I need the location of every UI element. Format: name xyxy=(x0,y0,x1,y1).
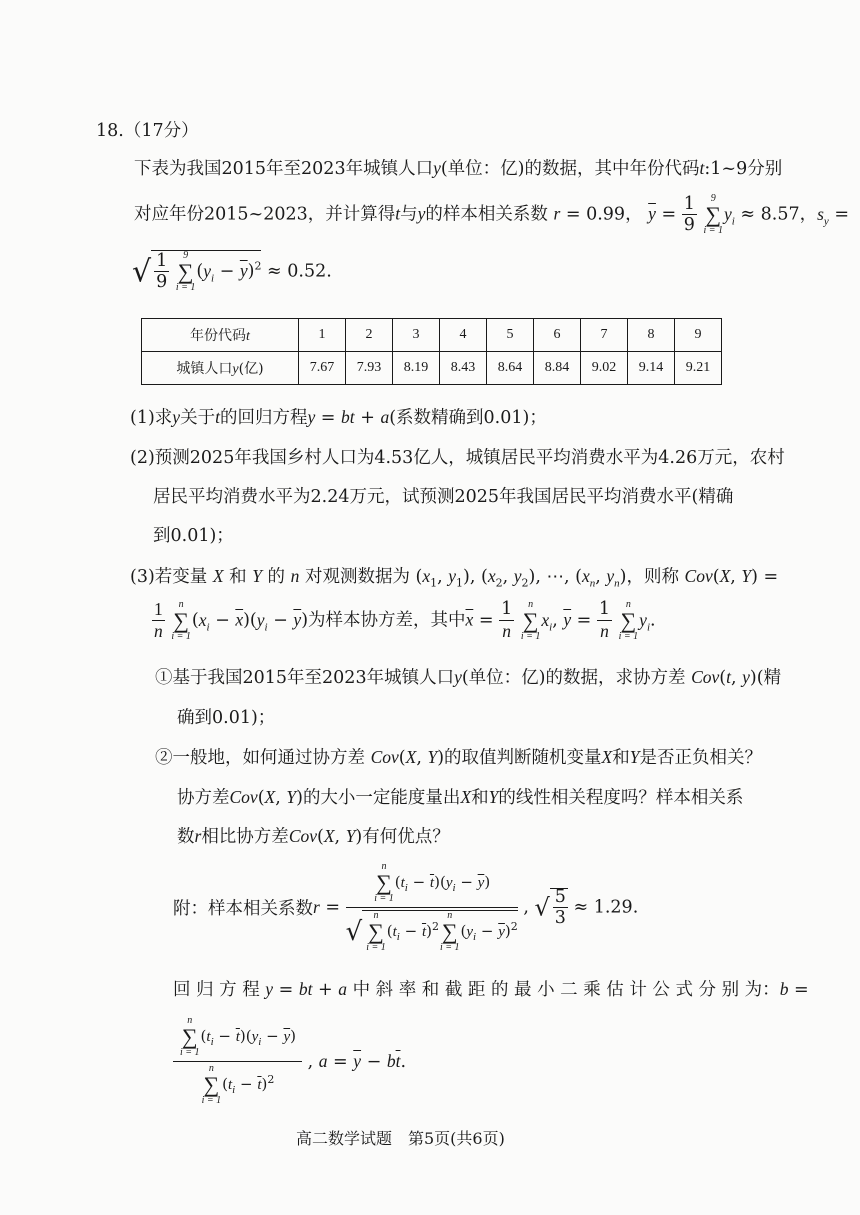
sqrt-content: $\frac{1}{9}$ 9 ∑ i = 1 $(y_i - \overline{y})^2$ xyxy=(151,250,261,293)
ybar-approx: ≈ 8.57， xyxy=(740,204,818,225)
table-cell: 6 xyxy=(534,319,581,352)
part-2-line-1: (2)预测2025年我国乡村人口为4.53亿人，城镇居民平均消费水平为4.26万元，农村 xyxy=(130,448,785,468)
table-cell: 7.67 xyxy=(299,352,346,385)
part-3-line-2: $\frac{1}{n}$ n ∑ i = 1 $(x_i - \overline{x})(y_i - \overline{y})$为样本协方差，其中$\overline{x}$ = $\frac{1}{n}$ n ∑ i = 1 $x_i$, $\overline{y}$ = $\frac{1}{n}$ n ∑ i = 1 $y_i$. xyxy=(154,598,656,642)
frac-one-ninth: $\frac{1}{9}$ xyxy=(683,193,695,235)
sum-symbol: 9 ∑ i = 1 xyxy=(703,193,723,236)
part-2-line-3: 到0.01)； xyxy=(153,526,234,546)
table-header-population: 城镇人口y(亿) xyxy=(142,352,299,385)
table-cell: 8.43 xyxy=(440,352,487,385)
data-table xyxy=(141,318,722,385)
subquestion-1-line-1: ①基于我国2015年至2023年城镇人口y(单位：亿)的数据，求协方差 Cov(t, y)(精 xyxy=(155,667,782,688)
intro-line-2: 对应年份2015~2023，并计算得t与y的样本相关系数 r = 0.99， $\overline{y}$ = $\frac{1}{9}$ 9 ∑ i = 1 $y_i \approx 8.57$，$s_y$ = xyxy=(134,193,850,236)
intro-text-a: 下表为我国2015年至2023年城镇人口 xyxy=(134,159,434,179)
intro-text-e: 与 xyxy=(400,204,418,225)
r-value: = 0.99， xyxy=(565,204,643,225)
table-cell: 1 xyxy=(299,319,346,352)
appendix-b-formula: n ∑ i = 1 $(t_i - \overline{t})(y_i - \overline{y})$ n ∑ i = 1 $(t_i - \overline{t})^2$ , $a = \overline{y} - b\overline{t}$. xyxy=(173,1016,406,1106)
table-cell: 2 xyxy=(346,319,393,352)
intro-line-1: 下表为我国2015年至2023年城镇人口y(单位：亿)的数据，其中年份代码t:1~9分别 xyxy=(134,158,783,179)
table-cell: 7 xyxy=(581,319,628,352)
question-number: 18.（17分） xyxy=(96,121,199,141)
subquestion-2-line-2: 协方差Cov(X, Y)的大小一定能度量出X和Y的线性相关程度吗？样本相关系 xyxy=(177,787,744,808)
table-cell: 9.21 xyxy=(675,352,722,385)
intro-text-b: (单位：亿)的数据，其中年份代码 xyxy=(440,159,700,179)
table-row-values xyxy=(142,352,722,385)
part-3-line-1: (3)若变量 X 和 Y 的 n 对观测数据为 ($x_1$, $y_1$), ($x_2$, $y_2$), ⋯, ($x_n$, $y_n$)，则称 Cov(X, Y) = xyxy=(130,566,779,590)
subquestion-2-line-1: ②一般地，如何通过协方差 Cov(X, Y)的取值判断随机变量X和Y是否正负相关？ xyxy=(155,747,762,768)
intro-text-c: :1~9分别 xyxy=(704,159,783,179)
table-cell: 8.84 xyxy=(534,352,581,385)
table-cell: 8 xyxy=(628,319,675,352)
table-cell: 8.64 xyxy=(487,352,534,385)
part-1: (1)求y关于t的回归方程y = bt + a(系数精确到0.01)； xyxy=(130,407,547,428)
sqrt-approx: ≈ 1.29. xyxy=(573,897,639,918)
page-footer: 高二数学试题 第5页(共6页) xyxy=(296,1129,505,1148)
subquestion-2-line-3: 数r相比协方差Cov(X, Y)有何优点？ xyxy=(177,826,450,847)
table-cell: 7.93 xyxy=(346,352,393,385)
intro-text-f: 的样本相关系数 xyxy=(425,204,548,225)
correlation-fraction: n ∑ i = 1 $(t_i - \overline{t})(y_i - \overline{y})$ √ n ∑ i = 1 $(t_i - \overline{t})^2$ n ∑ i = 1 $(y_i - \overline{y})^2$ xyxy=(345,861,518,953)
table-cell: 8.19 xyxy=(393,352,440,385)
sy-approx: ≈ 0.52. xyxy=(267,261,332,282)
table-cell: 9.02 xyxy=(581,352,628,385)
table-cell: 9 xyxy=(675,319,722,352)
table-row-codes xyxy=(142,319,722,352)
part-2-line-2: 居民平均消费水平为2.24万元，试预测2025年我国居民平均消费水平(精确 xyxy=(153,487,734,507)
table-cell: 5 xyxy=(487,319,534,352)
appendix-regression-line: 回 归 方 程 y = bt + a 中 斜 率 和 截 距 的 最 小 二 乘 估 计 公 式 分 别 为：b = xyxy=(173,979,809,1000)
table-cell: 9.14 xyxy=(628,352,675,385)
intro-text-d: 对应年份2015~2023，并计算得 xyxy=(134,204,396,225)
sy-formula: √ $\frac{1}{9}$ 9 ∑ i = 1 $(y_i - \overline{y})^2 \approx 0.52$. xyxy=(132,250,332,293)
table-header-code: 年份代码t xyxy=(142,319,299,352)
table-cell: 4 xyxy=(440,319,487,352)
appendix-correlation: 附：样本相关系数r = n ∑ i = 1 $(t_i - \overline{t})(y_i - \overline{y})$ √ n ∑ i = 1 $(t_i - \overline{t})^2$ n ∑ i = 1 $(y_i - \overline{y})^2$ , √ $\frac{5}{3}$ ≈ 1.29. xyxy=(173,861,639,953)
table-cell: 3 xyxy=(393,319,440,352)
subquestion-1-line-2: 确到0.01)； xyxy=(177,708,276,728)
